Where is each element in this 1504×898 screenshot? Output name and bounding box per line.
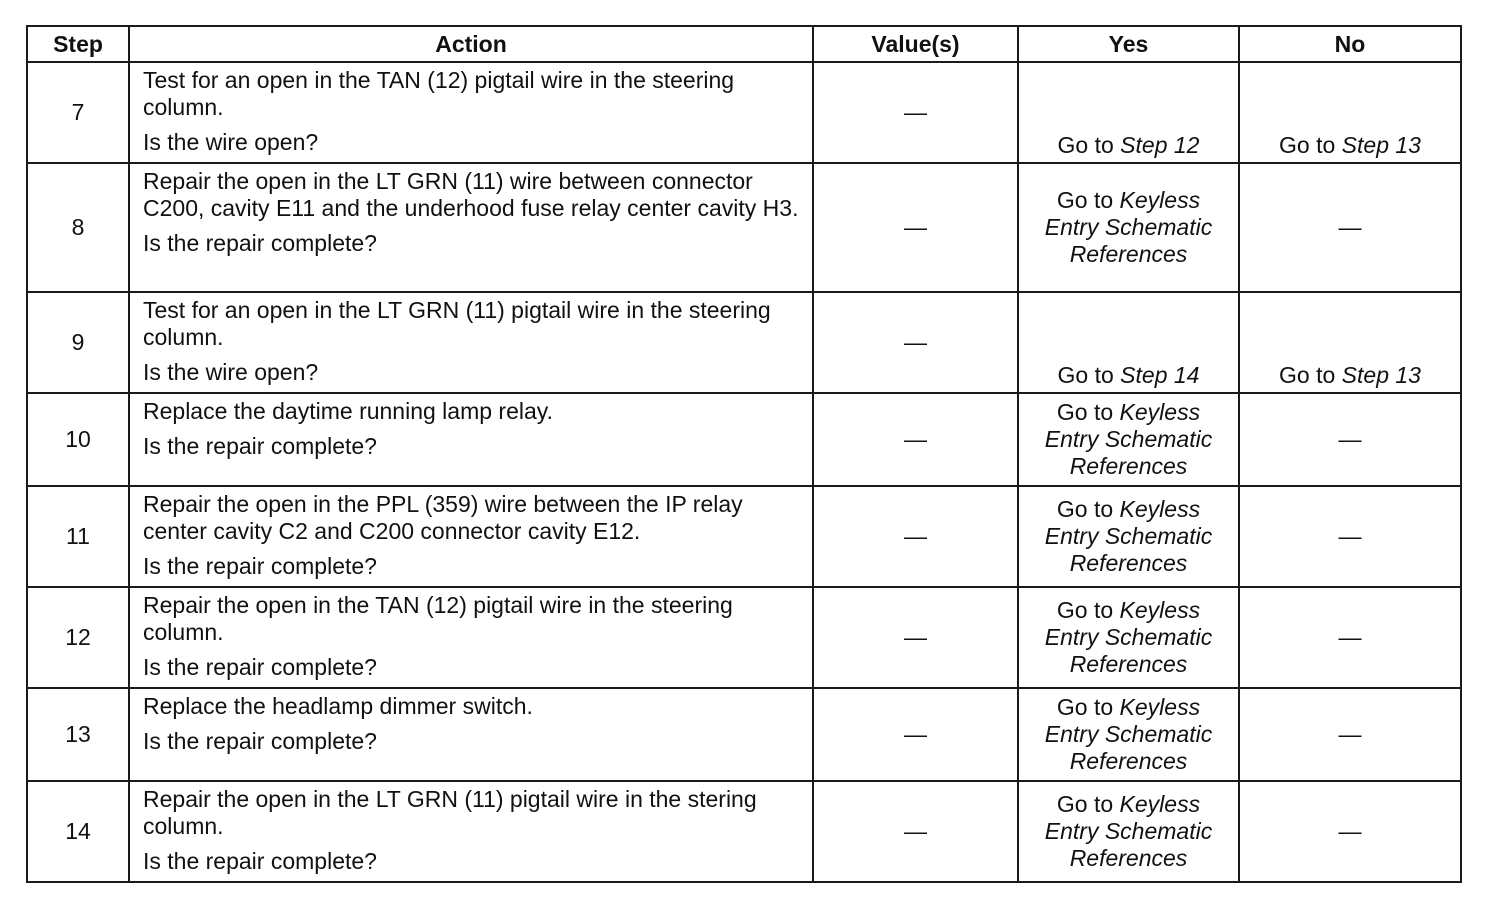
action-instruction: Test for an open in the LT GRN (11) pigtail wire in the steering column. [143, 297, 771, 350]
yes-reference: Keyless [1119, 399, 1201, 425]
table-row [27, 62, 1461, 163]
action-question: Is the repair complete? [143, 848, 377, 874]
yes-prefix: Go to [1056, 496, 1120, 522]
action-question: Is the repair complete? [143, 654, 377, 680]
yes-prefix: Go to [1056, 694, 1120, 720]
yes-prefix: Go to [1056, 597, 1120, 623]
yes-cell [1018, 393, 1239, 486]
table-row [27, 163, 1461, 292]
yes-reference-line2: Entry Schematic [1044, 523, 1213, 549]
action-question: Is the repair complete? [143, 553, 377, 579]
no-cell [1239, 62, 1461, 163]
table-row [27, 587, 1461, 688]
table-row [27, 781, 1461, 882]
yes-reference-line2: Entry Schematic [1044, 214, 1213, 240]
step-number: 10 [27, 393, 129, 486]
table-row [27, 393, 1461, 486]
yes-reference-line3: References [1069, 748, 1188, 774]
yes-reference: Keyless [1119, 496, 1201, 522]
step-number: 13 [27, 688, 129, 781]
action-instruction: Repair the open in the PPL (359) wire between the IP relay center cavity C2 and C200 connector cavity E12. [143, 491, 743, 544]
header-values: Value(s) [813, 26, 1018, 62]
no-reference: — [1338, 721, 1362, 747]
yes-cell [1018, 486, 1239, 587]
yes-cell [1018, 292, 1239, 393]
step-number: 8 [27, 163, 129, 292]
no-cell [1239, 292, 1461, 393]
no-reference: — [1338, 523, 1362, 549]
action-cell [129, 393, 813, 486]
yes-reference: Keyless [1119, 187, 1201, 213]
yes-prefix: Go to [1056, 187, 1120, 213]
table-row [27, 292, 1461, 393]
yes-cell [1018, 587, 1239, 688]
action-instruction: Repair the open in the TAN (12) pigtail wire in the steering column. [143, 592, 733, 645]
yes-cell [1018, 163, 1239, 292]
no-reference: Step 13 [1341, 132, 1421, 158]
action-cell [129, 163, 813, 292]
value-cell: — [813, 292, 1018, 393]
yes-cell [1018, 688, 1239, 781]
yes-reference-line3: References [1069, 845, 1188, 871]
yes-prefix: Go to [1057, 362, 1121, 388]
yes-prefix: Go to [1056, 791, 1120, 817]
action-question: Is the repair complete? [143, 728, 377, 754]
action-question: Is the wire open? [143, 129, 319, 155]
header-no: No [1239, 26, 1461, 62]
action-cell [129, 688, 813, 781]
yes-reference-line3: References [1069, 241, 1188, 267]
no-reference: — [1338, 624, 1362, 650]
value-cell: — [813, 587, 1018, 688]
step-number: 12 [27, 587, 129, 688]
yes-reference-line2: Entry Schematic [1044, 818, 1213, 844]
step-number: 7 [27, 62, 129, 163]
yes-reference-line2: Entry Schematic [1044, 624, 1213, 650]
step-number: 9 [27, 292, 129, 393]
action-cell [129, 587, 813, 688]
step-number: 11 [27, 486, 129, 587]
header-yes: Yes [1018, 26, 1239, 62]
table-row [27, 486, 1461, 587]
yes-reference: Step 12 [1120, 132, 1200, 158]
yes-prefix: Go to [1057, 132, 1121, 158]
no-reference: — [1338, 818, 1362, 844]
no-cell [1239, 163, 1461, 292]
header-row [27, 26, 1461, 62]
yes-reference-line2: Entry Schematic [1044, 721, 1213, 747]
value-cell: — [813, 781, 1018, 882]
value-cell: — [813, 393, 1018, 486]
yes-reference: Keyless [1119, 791, 1201, 817]
table-row [27, 688, 1461, 781]
value-cell: — [813, 163, 1018, 292]
no-prefix: Go to [1279, 362, 1342, 388]
diagnostic-steps-table [26, 25, 1462, 883]
action-cell [129, 62, 813, 163]
action-instruction: Repair the open in the LT GRN (11) wire between connector C200, cavity E11 and the underhood fuse relay center cavity H3. [143, 168, 799, 221]
yes-reference: Step 14 [1120, 362, 1200, 388]
yes-cell [1018, 781, 1239, 882]
yes-reference: Keyless [1119, 597, 1201, 623]
action-instruction: Replace the headlamp dimmer switch. [143, 693, 533, 719]
action-question: Is the repair complete? [143, 230, 377, 256]
value-cell: — [813, 486, 1018, 587]
header-action: Action [129, 26, 813, 62]
header-step: Step [27, 26, 129, 62]
no-cell [1239, 393, 1461, 486]
value-cell: — [813, 62, 1018, 163]
yes-reference-line3: References [1069, 651, 1188, 677]
value-cell: — [813, 688, 1018, 781]
action-question: Is the repair complete? [143, 433, 377, 459]
yes-reference-line3: References [1069, 550, 1188, 576]
yes-cell [1018, 62, 1239, 163]
yes-prefix: Go to [1056, 399, 1120, 425]
action-instruction: Repair the open in the LT GRN (11) pigtail wire in the stering column. [143, 786, 757, 839]
yes-reference-line3: References [1069, 453, 1188, 479]
yes-reference: Keyless [1119, 694, 1201, 720]
no-cell [1239, 587, 1461, 688]
action-cell [129, 292, 813, 393]
no-reference: — [1338, 426, 1362, 452]
action-question: Is the wire open? [143, 359, 319, 385]
no-reference: — [1338, 214, 1362, 240]
no-reference: Step 13 [1341, 362, 1421, 388]
no-cell [1239, 688, 1461, 781]
action-instruction: Replace the daytime running lamp relay. [143, 398, 553, 424]
yes-reference-line2: Entry Schematic [1044, 426, 1213, 452]
no-cell [1239, 781, 1461, 882]
step-number: 14 [27, 781, 129, 882]
no-cell [1239, 486, 1461, 587]
action-cell [129, 486, 813, 587]
action-cell [129, 781, 813, 882]
no-prefix: Go to [1279, 132, 1342, 158]
action-instruction: Test for an open in the TAN (12) pigtail wire in the steering column. [143, 67, 735, 120]
